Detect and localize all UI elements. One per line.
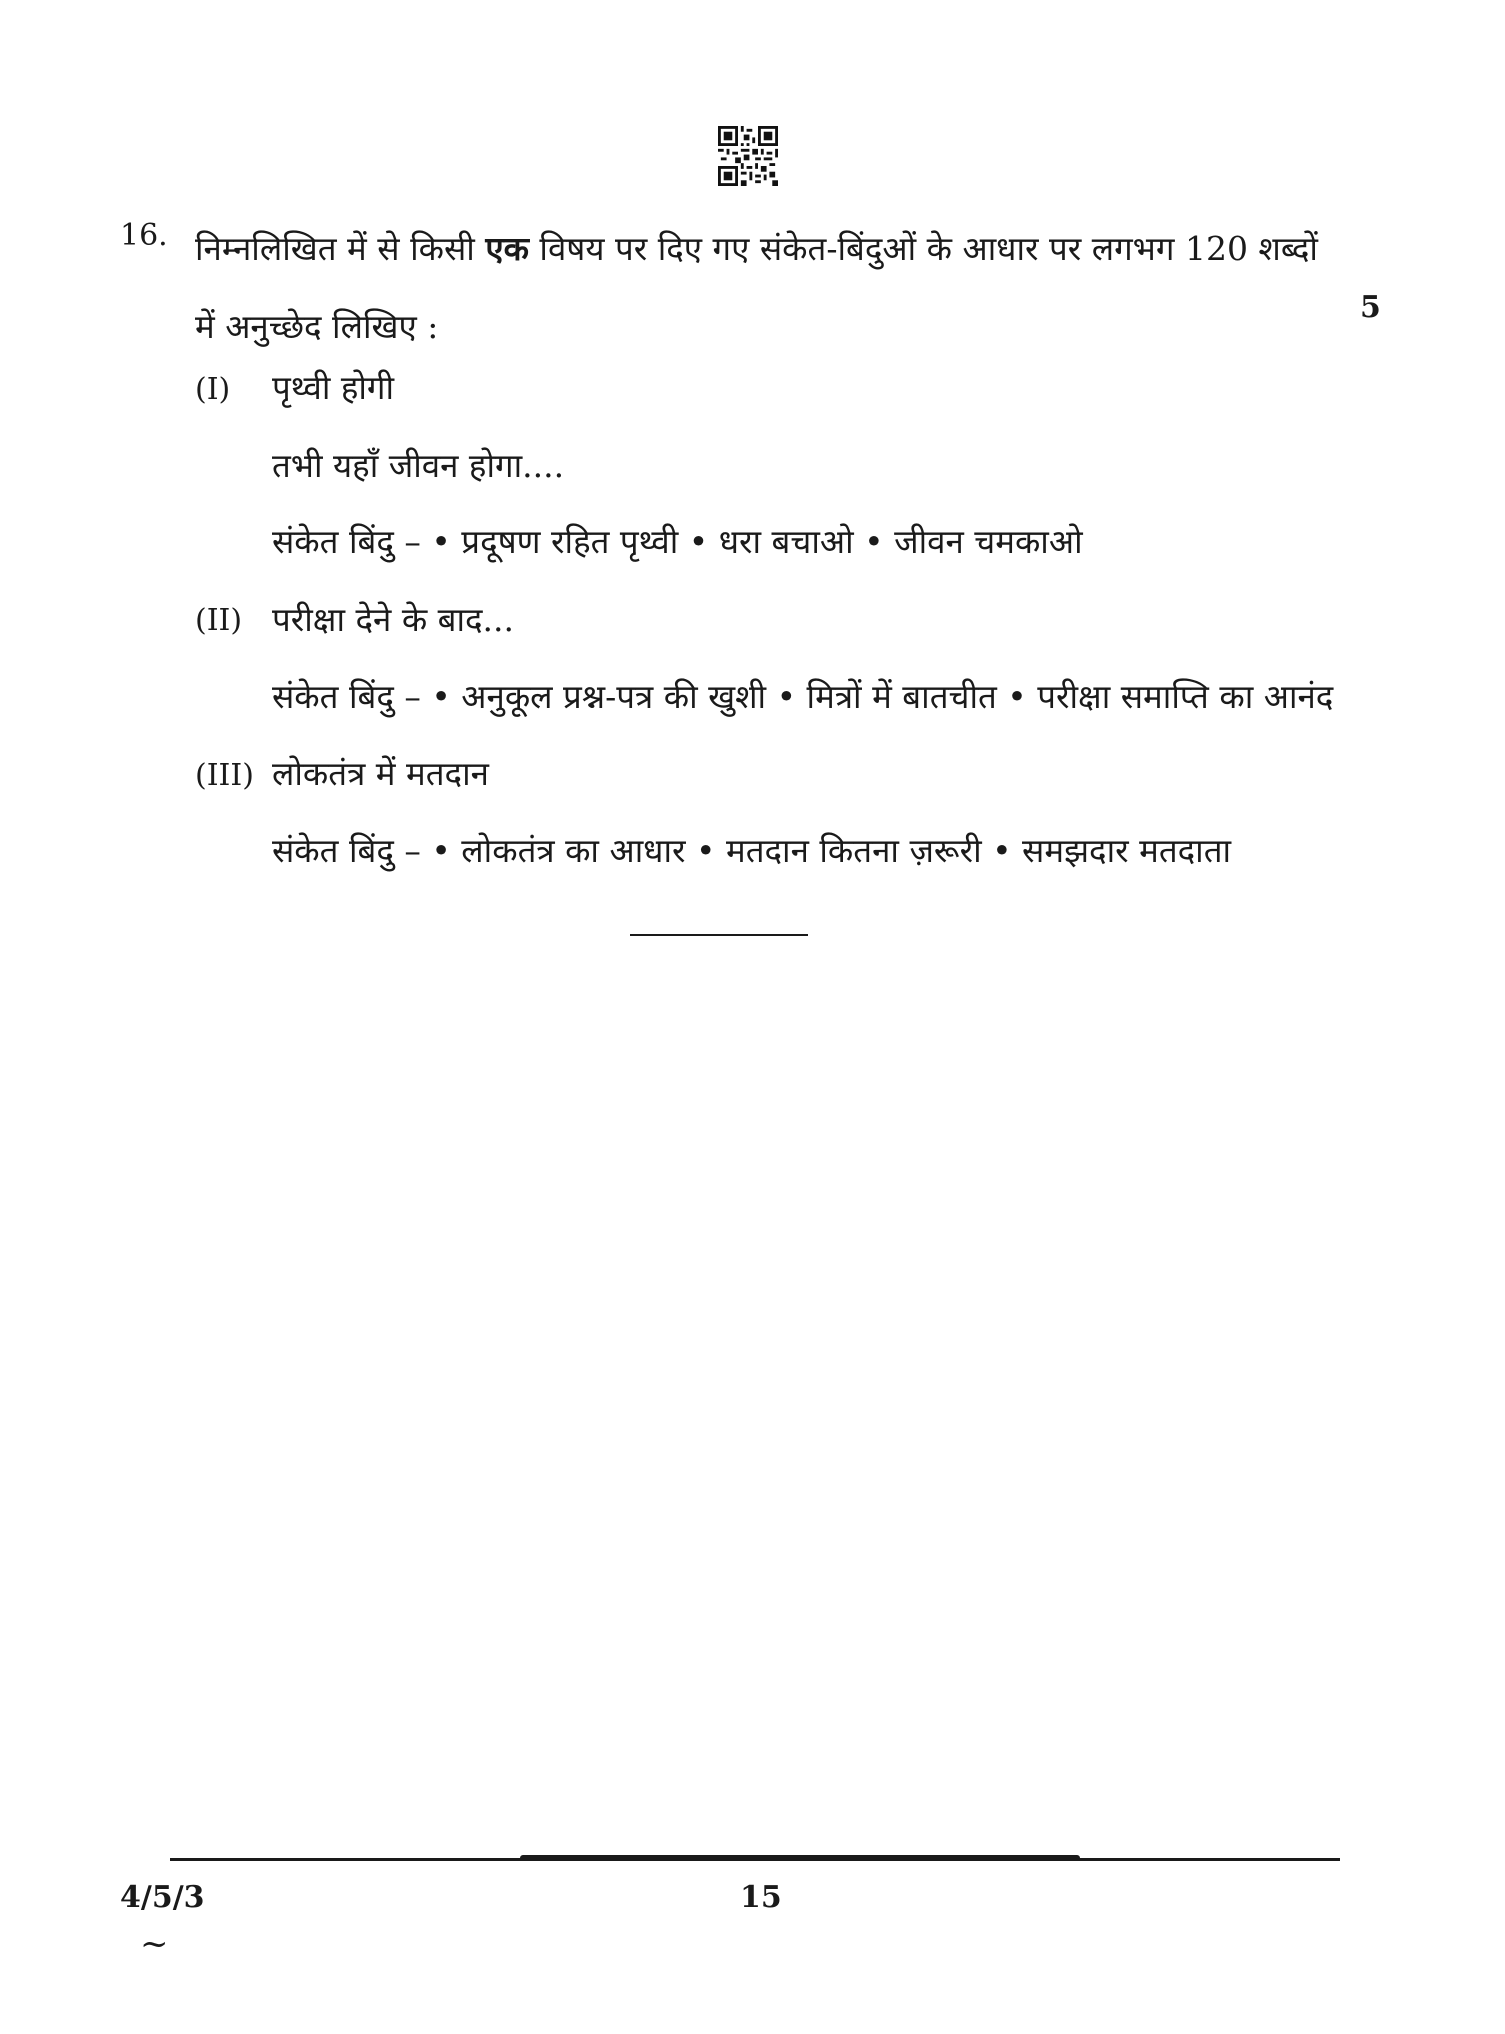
option-hint: संकेत बिंदु – • प्रदूषण रहित पृथ्वी • धरा बचाओ • जीवन चमकाओ (272, 522, 1083, 561)
question-marks: 5 (1360, 290, 1381, 325)
option-label: (II) (195, 603, 243, 638)
option-hint: संकेत बिंदु – • लोकतंत्र का आधार • मतदान कितना ज़रूरी • समझदार मतदाता (272, 831, 1232, 870)
footer-mark: ~ (140, 1924, 169, 1964)
page-number: 15 (740, 1880, 782, 1915)
footer-rule-accent (520, 1855, 1080, 1861)
qr-code-icon (718, 126, 778, 186)
section-end-divider (630, 934, 808, 936)
question-emphasis: एक (485, 229, 529, 268)
option-subtitle: तभी यहाँ जीवन होगा.... (272, 446, 565, 485)
question-number: 16. (120, 218, 168, 253)
option-label: (I) (195, 372, 231, 407)
option-title: परीक्षा देने के बाद... (272, 600, 515, 639)
option-title: पृथ्वी होगी (272, 368, 395, 407)
question-text: निम्नलिखित में से किसी एक विषय पर दिए गए संकेत-बिंदुओं के आधार पर लगभग 120 शब्दों में अनुच्छेद लिखिए : (195, 229, 1318, 346)
option-hint: संकेत बिंदु – • अनुकूल प्रश्न-पत्र की खुशी • मित्रों में बातचीत • परीक्षा समाप्ति का आनंद (272, 677, 1334, 716)
option-label: (III) (195, 758, 254, 793)
option-title: लोकतंत्र में मतदान (272, 754, 489, 793)
paper-code: 4/5/3 (120, 1880, 205, 1915)
